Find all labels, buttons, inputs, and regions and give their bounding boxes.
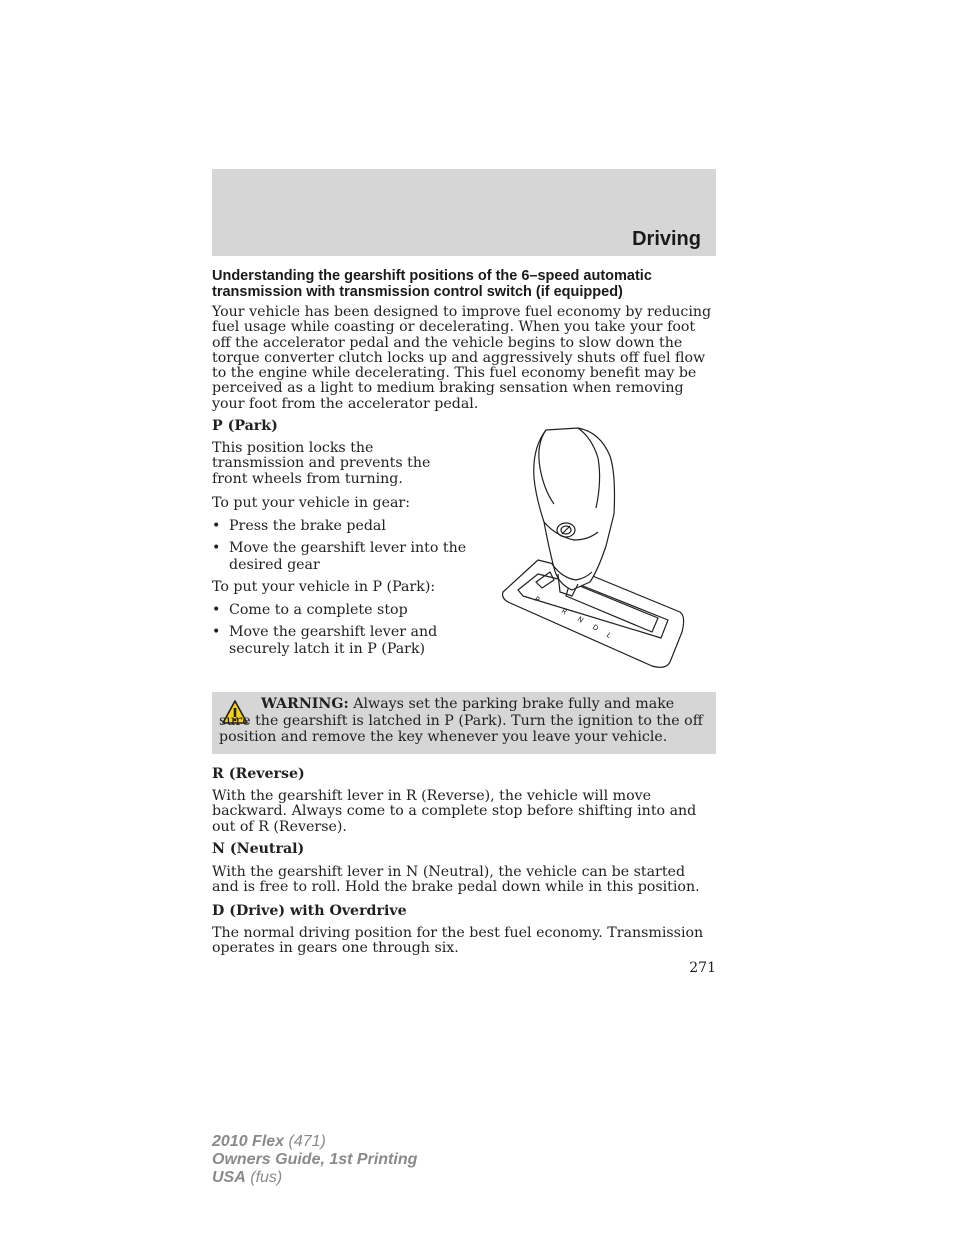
gate-letter: L — [604, 631, 613, 640]
reverse-heading: R (Reverse) — [212, 766, 305, 782]
gearshift-lever-illustration — [498, 424, 688, 672]
footer-guide: Owners Guide, 1st Printing — [212, 1151, 418, 1168]
section-heading: Understanding the gearshift positions of the 6–speed automatic transmission with transmission control switch (if equipped) — [212, 268, 652, 300]
footer-market: USA — [212, 1169, 246, 1186]
reverse-text: With the gearshift lever in R (Reverse), the vehicle will move backward. Always come to a complete stop before shifting into and out of R (Reverse). — [212, 788, 697, 835]
bullet-icon: • — [212, 624, 221, 640]
neutral-text: With the gearshift lever in N (Neutral), the vehicle can be started and is free to roll. Hold the brake pedal down while in this position. — [212, 864, 700, 896]
bullet-icon: • — [212, 602, 221, 618]
in-park-intro: To put your vehicle in P (Park): — [212, 579, 436, 595]
header-band — [212, 169, 716, 256]
warning-text — [219, 696, 709, 746]
footer-market-code: (fus) — [250, 1169, 283, 1186]
list-item-text: Press the brake pedal — [229, 518, 386, 534]
drive-text: The normal driving position for the best fuel economy. Transmission operates in gears one through six. — [212, 925, 704, 957]
warning-label: WARNING: — [261, 696, 349, 712]
footer-model: 2010 Flex — [212, 1133, 285, 1150]
list-item-text: Move the gearshift lever and securely latch it in P (Park) — [229, 624, 438, 657]
footer-imprint — [212, 1133, 417, 1187]
gate-letter: D — [590, 623, 600, 633]
warning-box — [212, 692, 716, 754]
bullet-icon: • — [212, 540, 221, 556]
warning-message: Always set the parking brake fully and make sure the gearshift is latched in P (Park). Turn the ignition to the off position and remove the key whenever you leave your vehicle. — [219, 696, 703, 745]
list-item-text: Come to a complete stop — [229, 602, 408, 618]
bullet-icon: • — [212, 518, 221, 534]
gate-letter: R — [559, 607, 569, 617]
intro-paragraph: Your vehicle has been designed to improve fuel economy by reducing fuel usage while coasting or decelerating. When you take your foot off the accelerator pedal and the vehicle begins to slow down the torque converter clutch locks up and aggressively shuts off fuel flow to the engine while decelerating. This fuel economy benefit may be perceived as a light to medium braking sensation when removing your foot from the accelerator pedal. — [212, 304, 712, 412]
list-item-text: Move the gearshift lever into the desired gear — [229, 540, 467, 573]
drive-heading: D (Drive) with Overdrive — [212, 903, 407, 919]
park-description: This position locks the transmission and prevents the front wheels from turning. — [212, 440, 431, 487]
gate-letter: P — [532, 595, 541, 605]
footer-model-code: (471) — [288, 1133, 326, 1150]
gate-letter: N — [575, 615, 585, 625]
neutral-heading: N (Neutral) — [212, 841, 305, 857]
park-heading: P (Park) — [212, 418, 278, 434]
in-gear-intro: To put your vehicle in gear: — [212, 495, 410, 511]
chapter-title: Driving — [632, 228, 701, 250]
page-number: 271 — [689, 960, 716, 976]
